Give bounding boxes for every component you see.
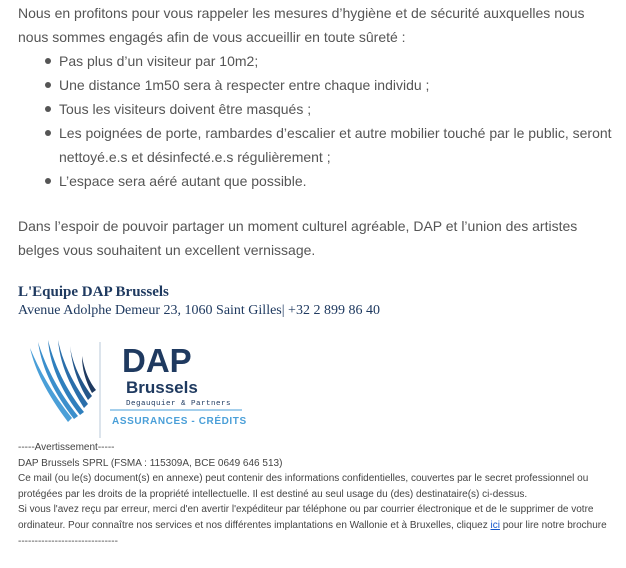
signature-team: L'Equipe DAP Brussels: [18, 284, 169, 300]
disclaimer-text-2: [18, 502, 618, 533]
disclaimer-header: -----Avertissement-----: [18, 442, 115, 453]
logo-swoosh-icon: [30, 340, 96, 422]
dap-brussels-logo: [26, 338, 256, 440]
logo-tagline: ASSURANCES - CRÉDITS: [112, 416, 247, 427]
list-item: Tous les visiteurs doivent être masqués ;: [18, 97, 618, 121]
list-item: Pas plus d’un visiteur par 10m2;: [18, 49, 618, 73]
disclaimer-text-2-before: Si vous l'avez reçu par erreur, merci d'en avertir l'expéditeur par téléphone ou par courrier électronique et de le supprimer de votre ordinateur. Pour connaître nos services et nos différentes implantations en Wallonie et à Bruxelles, cliquez: [18, 504, 594, 531]
list-item: Une distance 1m50 sera à respecter entre chaque individu ;: [18, 73, 618, 97]
list-item: Les poignées de porte, rambardes d’escalier et autre mobilier touché par le public, seront nettoyé.e.s et désinfecté.e.s régulièrement ;: [18, 121, 618, 169]
intro-paragraph: Nous en profitons pour vous rappeler les mesures d’hygiène et de sécurité auxquelles nous nous sommes engagés afin de vous accueillir en toute sûreté :: [18, 5, 585, 45]
disclaimer-text-2-after: pour lire notre brochure: [499, 519, 607, 531]
closing-paragraph: Dans l’espoir de pouvoir partager un moment culturel agréable, DAP et l’union des artistes belges vous souhaitent un excellent vernissage.: [18, 218, 578, 258]
signature-address: Avenue Adolphe Demeur 23, 1060 Saint Gilles| +32 2 899 86 40: [18, 303, 380, 318]
measures-list: [18, 49, 618, 193]
signature-block: [18, 282, 380, 319]
logo-city: Brussels: [126, 378, 198, 397]
disclaimer-footer: ------------------------------: [18, 535, 118, 547]
brochure-link[interactable]: ici: [490, 519, 500, 531]
disclaimer: [18, 440, 618, 549]
disclaimer-text-1: Ce mail (ou le(s) document(s) en annexe) peut contenir des informations confidentielles, couvertes par le secret professionnel ou protégées par les droits de la propriété intellectuelle. Il est destiné au seul usage du (des) destinataire(s) ci-dessus.: [18, 473, 589, 500]
list-item: L’espace sera aéré autant que possible.: [18, 169, 618, 193]
disclaimer-company: DAP Brussels SPRL (FSMA : 115309A, BCE 0649 646 513): [18, 457, 283, 469]
logo-brand: DAP: [122, 342, 192, 379]
logo-partners: Degauquier & Partners: [126, 400, 232, 408]
email-body: [18, 0, 618, 262]
